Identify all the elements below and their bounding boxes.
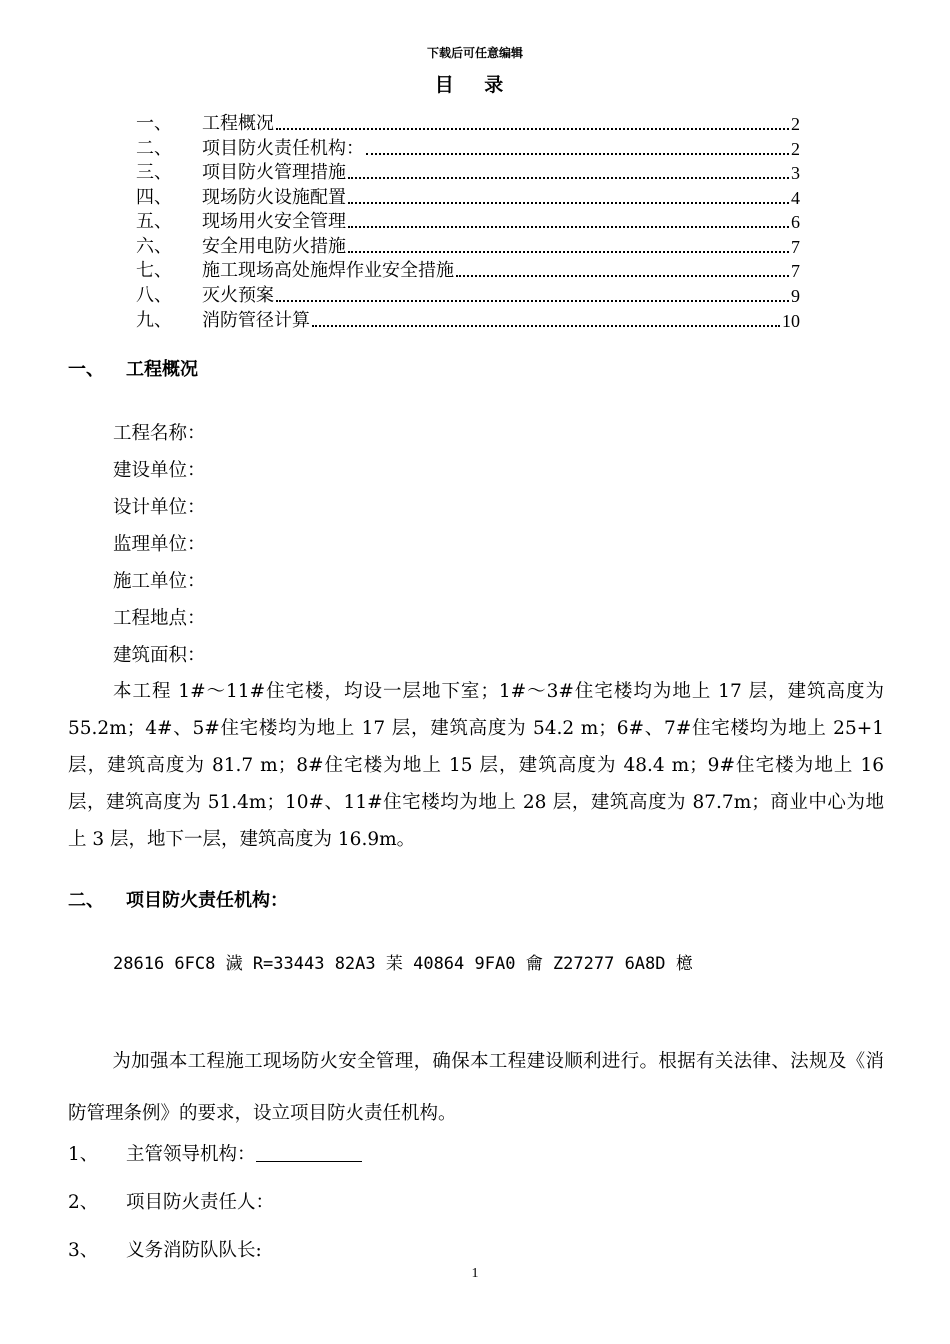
list-item-text: 项目防火责任人： bbox=[126, 1192, 275, 1213]
toc-entry-page: 7 bbox=[791, 261, 800, 281]
toc-entry-text: 现场防火设施配置 bbox=[202, 187, 346, 208]
toc-entry-text: 项目防火管理措施 bbox=[202, 162, 346, 183]
toc-leader-dots bbox=[312, 325, 780, 327]
toc-entry-number: 八、 bbox=[136, 285, 172, 306]
toc-entry-page: 2 bbox=[791, 139, 800, 159]
section-title: 项目防火责任机构： bbox=[126, 890, 288, 911]
header-note: 下载后可任意编辑 bbox=[426, 46, 523, 60]
toc-entry-page: 3 bbox=[791, 163, 800, 183]
toc-entry-text: 现场用火安全管理 bbox=[202, 211, 346, 232]
list-item-number: 1、 bbox=[68, 1144, 99, 1165]
toc-entry-text: 灭火预案 bbox=[202, 285, 274, 306]
list-item-text: 义务消防队队长: bbox=[126, 1240, 262, 1261]
list-item bbox=[68, 1188, 274, 1214]
toc-entry-page: 6 bbox=[791, 212, 800, 232]
list-item-number: 3、 bbox=[68, 1240, 99, 1261]
toc-entry-page: 7 bbox=[791, 237, 800, 257]
toc-entry-number: 五、 bbox=[136, 211, 172, 232]
fill-in-blank[interactable] bbox=[256, 1143, 362, 1162]
toc-entry[interactable] bbox=[136, 284, 800, 308]
toc-entry[interactable] bbox=[136, 137, 800, 161]
toc-entry[interactable] bbox=[136, 309, 800, 333]
toc-leader-dots bbox=[456, 275, 789, 277]
project-description-text: 本工程 1#～11#住宅楼，均设一层地下室；1#～3#住宅楼均为地上 17 层，建筑高度为 55.2m；4#、5#住宅楼均为地上 17 层，建筑高度为 54.2 m；6#、7#住宅楼均为地上 25+1 层，建筑高度为 81.7 m；8#住宅楼为地上 15 层，建筑高度为 48.4 m；9#住宅楼为地上 16 层，建筑高度为 51.4m；10#、11#住宅楼均为地上 28 层，建筑高度为 87.7m；商业中心为地上 3 层，地下一层，建筑高度为 16.9m。 bbox=[68, 681, 884, 850]
toc-entry[interactable] bbox=[136, 235, 800, 259]
section-title: 工程概况 bbox=[126, 359, 198, 380]
toc-leader-dots bbox=[348, 251, 789, 253]
toc-leader-dots bbox=[366, 153, 789, 155]
project-description bbox=[68, 673, 884, 858]
toc-entry-number: 二、 bbox=[136, 138, 172, 159]
toc-entry[interactable] bbox=[136, 259, 800, 283]
toc-entry-number: 七、 bbox=[136, 260, 172, 281]
organization-intro-text: 为加强本工程施工现场防火安全管理，确保本工程建设顺利进行。根据有关法律、法规及《消防管理条例》的要求，设立项目防火责任机构。 bbox=[68, 1051, 884, 1124]
toc-leader-dots bbox=[348, 226, 789, 228]
field-designer: 设计单位： bbox=[113, 497, 206, 518]
toc-leader-dots bbox=[276, 300, 789, 302]
toc-entry-text: 消防管径计算 bbox=[202, 310, 310, 331]
field-area: 建筑面积： bbox=[113, 645, 206, 666]
toc-title: 目 录 bbox=[434, 74, 516, 96]
toc-leader-dots bbox=[276, 128, 789, 130]
toc-entry-text: 施工现场高处施焊作业安全措施 bbox=[202, 260, 454, 281]
field-contractor: 施工单位： bbox=[113, 571, 206, 592]
field-location: 工程地点： bbox=[113, 608, 206, 629]
toc-entry-text: 项目防火责任机构： bbox=[202, 138, 364, 159]
section-number: 一、 bbox=[68, 359, 104, 380]
list-item bbox=[68, 1140, 362, 1166]
toc-entry[interactable] bbox=[136, 161, 800, 185]
toc-entry-page: 4 bbox=[791, 188, 800, 208]
toc-entry[interactable] bbox=[136, 112, 800, 136]
toc-entry[interactable] bbox=[136, 186, 800, 210]
section-number: 二、 bbox=[68, 890, 104, 911]
section-1-heading bbox=[68, 355, 198, 381]
toc-entry[interactable] bbox=[136, 210, 800, 234]
toc-entry-number: 九、 bbox=[136, 310, 172, 331]
toc-entry-text: 安全用电防火措施 bbox=[202, 236, 346, 257]
list-item-text: 主管领导机构： bbox=[126, 1144, 256, 1165]
field-supervisor: 监理单位： bbox=[113, 534, 206, 555]
toc-entry-number: 四、 bbox=[136, 187, 172, 208]
toc-leader-dots bbox=[348, 202, 789, 204]
field-project-name: 工程名称： bbox=[113, 423, 206, 444]
page-number: 1 bbox=[471, 1266, 479, 1281]
toc-leader-dots bbox=[348, 177, 789, 179]
toc-entry-page: 2 bbox=[791, 114, 800, 134]
toc-entry-number: 三、 bbox=[136, 162, 172, 183]
garbled-code-line: 28616 6FC8 濊 R=33443 82A3 苿 40864 9FA0 龠 Z27277 6A8D 檍 bbox=[113, 954, 693, 974]
organization-intro bbox=[68, 1036, 884, 1140]
list-item-number: 2、 bbox=[68, 1192, 99, 1213]
list-item bbox=[68, 1236, 262, 1262]
toc-entry-number: 六、 bbox=[136, 236, 172, 257]
toc-entry-page: 10 bbox=[782, 311, 800, 331]
toc-entry-text: 工程概况 bbox=[202, 113, 274, 134]
toc-entry-page: 9 bbox=[791, 286, 800, 306]
toc-entry-number: 一、 bbox=[136, 113, 172, 134]
field-owner: 建设单位： bbox=[113, 460, 206, 481]
section-2-heading bbox=[68, 886, 288, 912]
